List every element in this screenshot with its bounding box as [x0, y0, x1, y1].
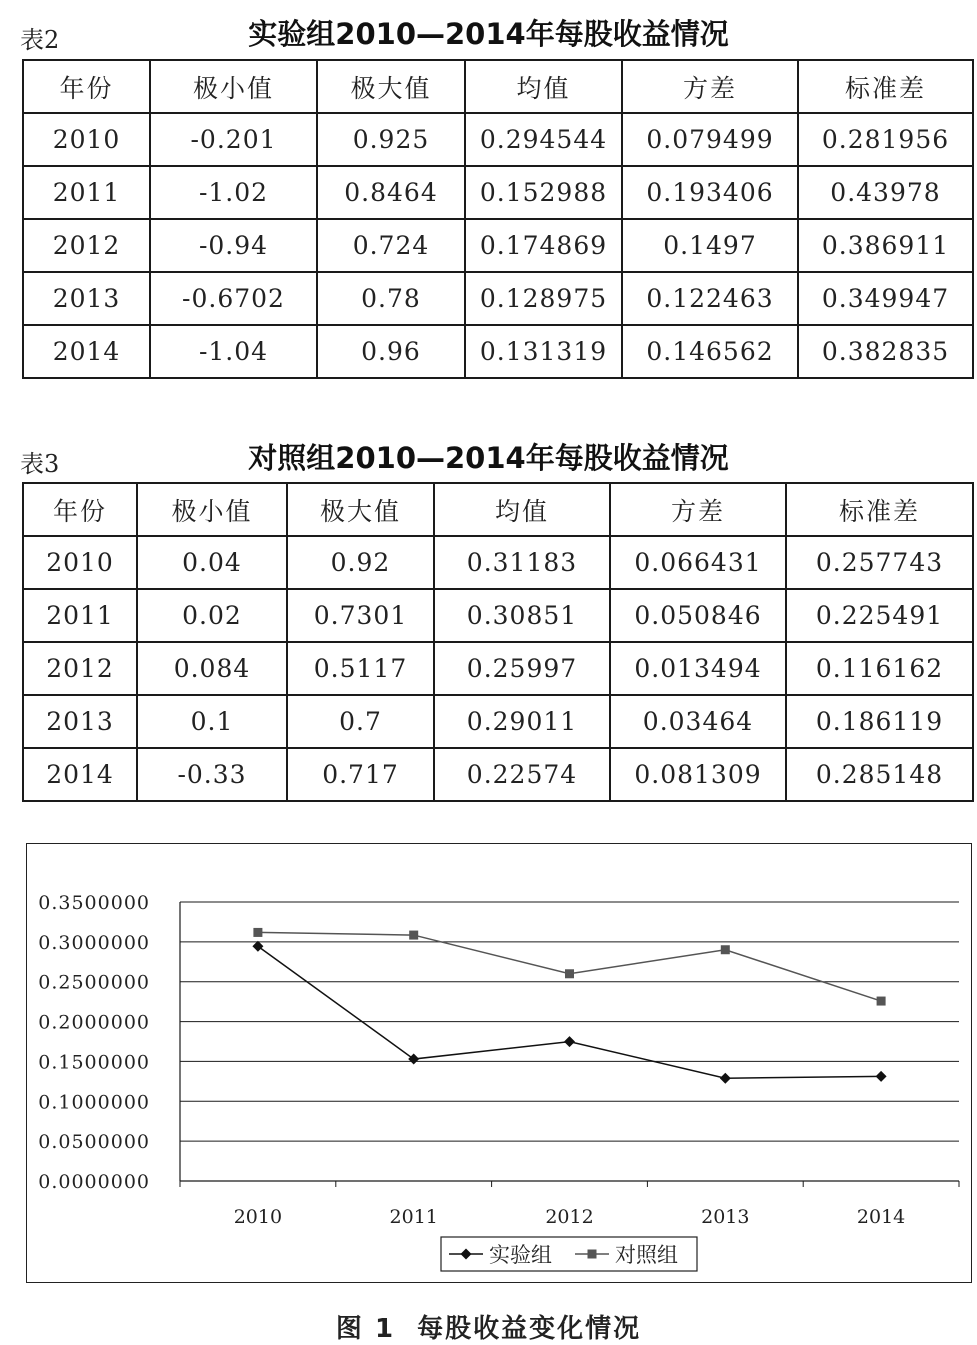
table-cell: 0.29011 [434, 695, 610, 748]
table-cell: 0.128975 [465, 272, 622, 325]
legend-label: 实验组 [489, 1243, 552, 1267]
table-cell: -0.33 [137, 748, 287, 801]
table-row [23, 695, 973, 748]
table-row [23, 219, 973, 272]
table-cell: 0.5117 [287, 642, 434, 695]
table2-header-cell: 极小值 [150, 60, 317, 113]
table3-header-cell: 极大值 [287, 483, 434, 536]
table-cell: -0.6702 [150, 272, 317, 325]
series-line [258, 932, 881, 1001]
table-cell: 0.724 [317, 219, 465, 272]
table-row [23, 536, 973, 589]
figure-caption-text: 每股收益变化情况 [417, 1314, 642, 1344]
x-tick-label: 2012 [545, 1206, 594, 1228]
table-cell: 0.349947 [798, 272, 973, 325]
table-cell: 0.25997 [434, 642, 610, 695]
table-cell: 0.03464 [610, 695, 786, 748]
table-cell: 0.8464 [317, 166, 465, 219]
table-cell: 0.174869 [465, 219, 622, 272]
table-cell: 2011 [23, 589, 137, 642]
table-cell: 2010 [23, 536, 137, 589]
table-cell: 0.066431 [610, 536, 786, 589]
table-row [23, 272, 973, 325]
table-cell: 0.92 [287, 536, 434, 589]
table-cell: 2013 [23, 695, 137, 748]
table2-header-cell: 年份 [23, 60, 150, 113]
y-tick-label: 0.2500000 [38, 971, 150, 994]
table3-label: 表3 [20, 450, 60, 478]
table-cell: 0.285148 [786, 748, 973, 801]
table-cell: 0.1497 [622, 219, 798, 272]
series-line [258, 946, 881, 1078]
table2-label: 表2 [20, 26, 60, 54]
figure-number: 图 1 [335, 1314, 396, 1344]
table-cell: 2013 [23, 272, 150, 325]
table3-title: 对照组2010—2014年每股收益情况 [248, 441, 729, 475]
table3-header-cell: 年份 [23, 483, 137, 536]
legend-marker [588, 1250, 597, 1259]
line-chart [27, 844, 971, 1282]
table-cell: -0.94 [150, 219, 317, 272]
table2-header-row [23, 60, 973, 113]
table-cell: 0.925 [317, 113, 465, 166]
table-cell: 0.116162 [786, 642, 973, 695]
y-tick-label: 0.0500000 [38, 1131, 150, 1154]
table-cell: 0.257743 [786, 536, 973, 589]
x-tick-label: 2010 [233, 1206, 283, 1228]
table3-header-cell: 标准差 [786, 483, 973, 536]
table-cell: 2014 [23, 325, 150, 378]
table-cell: -0.201 [150, 113, 317, 166]
table-row [23, 589, 973, 642]
data-point [720, 1073, 731, 1084]
table-cell: 0.193406 [622, 166, 798, 219]
table-cell: 2010 [23, 113, 150, 166]
y-tick-label: 0.1500000 [38, 1051, 150, 1074]
table-row [23, 113, 973, 166]
table-cell: 0.225491 [786, 589, 973, 642]
data-point [721, 945, 730, 954]
table3-header-row [23, 483, 973, 536]
y-tick-label: 0.0000000 [38, 1171, 150, 1193]
table2-header-cell: 极大值 [317, 60, 465, 113]
table-cell: 0.079499 [622, 113, 798, 166]
table3-header-cell: 极小值 [137, 483, 287, 536]
table-cell: 0.04 [137, 536, 287, 589]
table-cell: 0.7 [287, 695, 434, 748]
table-cell: 0.96 [317, 325, 465, 378]
table2-title: 实验组2010—2014年每股收益情况 [248, 17, 729, 51]
y-tick-label: 0.3000000 [38, 931, 150, 954]
table-row [23, 166, 973, 219]
data-point [876, 1071, 887, 1082]
y-tick-label: 0.3500000 [38, 892, 150, 914]
x-tick-label: 2013 [701, 1206, 750, 1228]
table-cell: 0.146562 [622, 325, 798, 378]
table-cell: 0.382835 [798, 325, 973, 378]
legend-label: 对照组 [615, 1243, 678, 1267]
table3-header-cell: 方差 [610, 483, 786, 536]
table2-header-cell: 标准差 [798, 60, 973, 113]
table-cell: 0.084 [137, 642, 287, 695]
table-cell: 0.386911 [798, 219, 973, 272]
table3 [22, 482, 974, 802]
table-row [23, 748, 973, 801]
x-tick-label: 2014 [856, 1206, 906, 1228]
table-cell: 0.152988 [465, 166, 622, 219]
data-point [408, 1054, 419, 1065]
table-cell: 0.013494 [610, 642, 786, 695]
table-cell: 0.186119 [786, 695, 973, 748]
data-point [564, 1036, 575, 1047]
table-cell: 2011 [23, 166, 150, 219]
y-tick-label: 0.1000000 [38, 1091, 150, 1114]
table-cell: 0.281956 [798, 113, 973, 166]
data-point [409, 931, 418, 940]
table3-header-cell: 均值 [434, 483, 610, 536]
table-cell: 0.122463 [622, 272, 798, 325]
table-cell: 0.131319 [465, 325, 622, 378]
table-row [23, 642, 973, 695]
table-row [23, 325, 973, 378]
table-cell: 0.081309 [610, 748, 786, 801]
table-cell: 2012 [23, 642, 137, 695]
figure-caption [0, 1308, 977, 1345]
table-cell: 0.7301 [287, 589, 434, 642]
table-cell: 0.1 [137, 695, 287, 748]
table-cell: 0.78 [317, 272, 465, 325]
data-point [565, 969, 574, 978]
data-point [253, 928, 262, 937]
table-cell: 2012 [23, 219, 150, 272]
table-cell: 0.717 [287, 748, 434, 801]
table-cell: 0.22574 [434, 748, 610, 801]
y-tick-label: 0.2000000 [38, 1011, 150, 1034]
table-cell: 0.43978 [798, 166, 973, 219]
table2-header-cell: 方差 [622, 60, 798, 113]
table-cell: 2014 [23, 748, 137, 801]
table-cell: -1.02 [150, 166, 317, 219]
data-point [877, 997, 886, 1006]
table2-header-cell: 均值 [465, 60, 622, 113]
table-cell: -1.04 [150, 325, 317, 378]
x-tick-label: 2011 [389, 1206, 438, 1228]
table-cell: 0.30851 [434, 589, 610, 642]
table-cell: 0.31183 [434, 536, 610, 589]
table2 [22, 59, 974, 379]
table-cell: 0.050846 [610, 589, 786, 642]
chart-frame [26, 843, 972, 1283]
table-cell: 0.294544 [465, 113, 622, 166]
table-cell: 0.02 [137, 589, 287, 642]
